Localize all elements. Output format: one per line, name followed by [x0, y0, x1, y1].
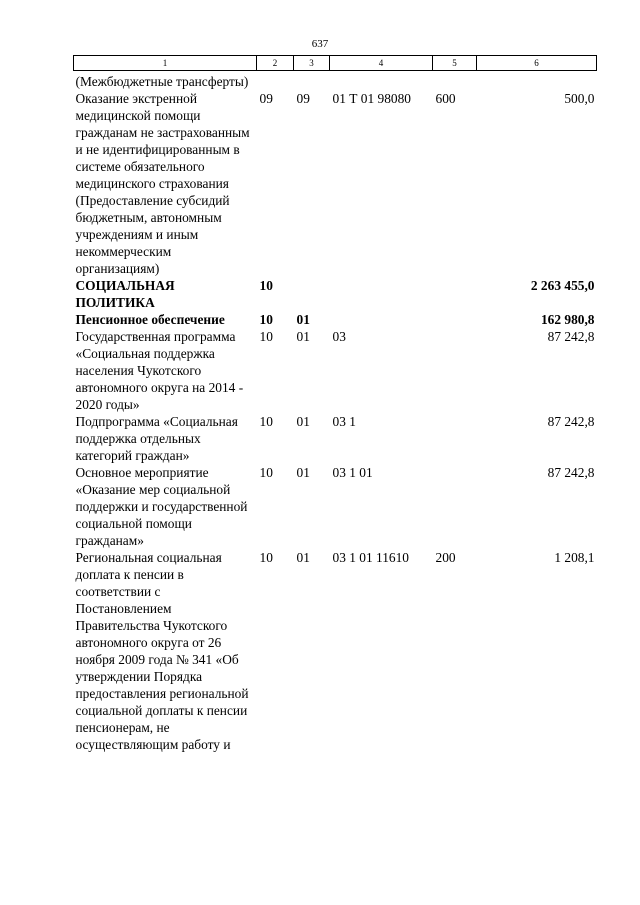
row-section: 10 [259, 278, 273, 293]
row-expense-type: 600 [435, 91, 456, 106]
row-expense-type [433, 71, 477, 91]
row-subsection: 01 [296, 312, 310, 327]
header-col-1: 1 [74, 56, 257, 71]
row-subsection: 01 [296, 550, 310, 565]
row-amount: 1 208,1 [554, 550, 595, 565]
row-section: 09 [259, 91, 273, 106]
row-subsection [294, 71, 330, 91]
row-section: 10 [259, 550, 273, 565]
header-col-3: 3 [294, 56, 330, 71]
row-amount: 87 242,8 [547, 329, 595, 344]
row-target-article: 03 1 [332, 414, 356, 429]
row-name: Государственная программа «Социальная поддержка населения Чукотского автономного округа на 2014 - 2020 годы» [75, 329, 244, 412]
header-col-2: 2 [257, 56, 294, 71]
table-row [74, 464, 597, 549]
row-name: СОЦИАЛЬНАЯ ПОЛИТИКА [75, 278, 175, 310]
row-target-article [330, 71, 433, 91]
page-number: 637 [311, 38, 329, 50]
table-body [74, 71, 597, 754]
row-amount: 87 242,8 [547, 414, 595, 429]
row-name: Оказание экстренной медицинской помощи гражданам не застрахованным и не идентифицированным в системе обязательного медицинского страхования (Предоставление субсидий бюджетным, автономным учреждениям и иным некоммерческим организациям) [75, 91, 250, 276]
row-target-article [330, 277, 433, 311]
header-col-5: 5 [433, 56, 477, 71]
row-name: (Межбюджетные трансферты) [75, 74, 249, 89]
row-section: 10 [259, 329, 273, 344]
row-target-article: 03 1 01 [332, 465, 373, 480]
row-subsection: 01 [296, 329, 310, 344]
row-section: 10 [259, 465, 273, 480]
row-name: Основное мероприятие «Оказание мер социальной поддержки и государственной социальной помощи гражданам» [75, 465, 248, 548]
row-section [257, 71, 294, 91]
row-amount: 87 242,8 [547, 465, 595, 480]
table-row [74, 277, 597, 311]
row-amount: 500,0 [564, 91, 595, 106]
row-target-article [330, 311, 433, 328]
row-subsection: 01 [296, 465, 310, 480]
header-row [74, 56, 597, 71]
row-section: 10 [259, 414, 273, 429]
budget-table [73, 55, 597, 753]
table-row [74, 311, 597, 328]
row-target-article: 03 [332, 329, 346, 344]
row-subsection: 09 [296, 91, 310, 106]
table-row [74, 549, 597, 753]
row-amount: 2 263 455,0 [530, 278, 595, 293]
header-col-4: 4 [330, 56, 433, 71]
row-expense-type [433, 464, 477, 549]
table-row [74, 90, 597, 277]
row-amount: 162 980,8 [540, 312, 595, 327]
header-col-6: 6 [477, 56, 597, 71]
row-target-article: 01 Т 01 98080 [332, 91, 411, 106]
row-name: Подпрограмма «Социальная поддержка отдельных категорий граждан» [75, 414, 238, 463]
row-name: Региональная социальная доплата к пенсии в соответствии с Постановлением Правительства Чукотского автономного округа от 26 ноября 2009 года № 341 «Об утверждении Порядка предоставления региональной социальной доплаты к пенсии пенсионерам, не осуществляющим работу и [75, 550, 249, 752]
row-subsection: 01 [296, 414, 310, 429]
row-expense-type [433, 277, 477, 311]
row-expense-type [433, 413, 477, 464]
row-target-article: 03 1 01 11610 [332, 550, 409, 565]
row-name: Пенсионное обеспечение [75, 312, 225, 327]
table-row [74, 413, 597, 464]
row-expense-type: 200 [435, 550, 456, 565]
row-section: 10 [259, 312, 273, 327]
table-row [74, 71, 597, 91]
row-expense-type [433, 311, 477, 328]
table-row [74, 328, 597, 413]
row-subsection [294, 277, 330, 311]
row-expense-type [433, 328, 477, 413]
table-header [74, 56, 597, 71]
row-amount [477, 71, 597, 91]
